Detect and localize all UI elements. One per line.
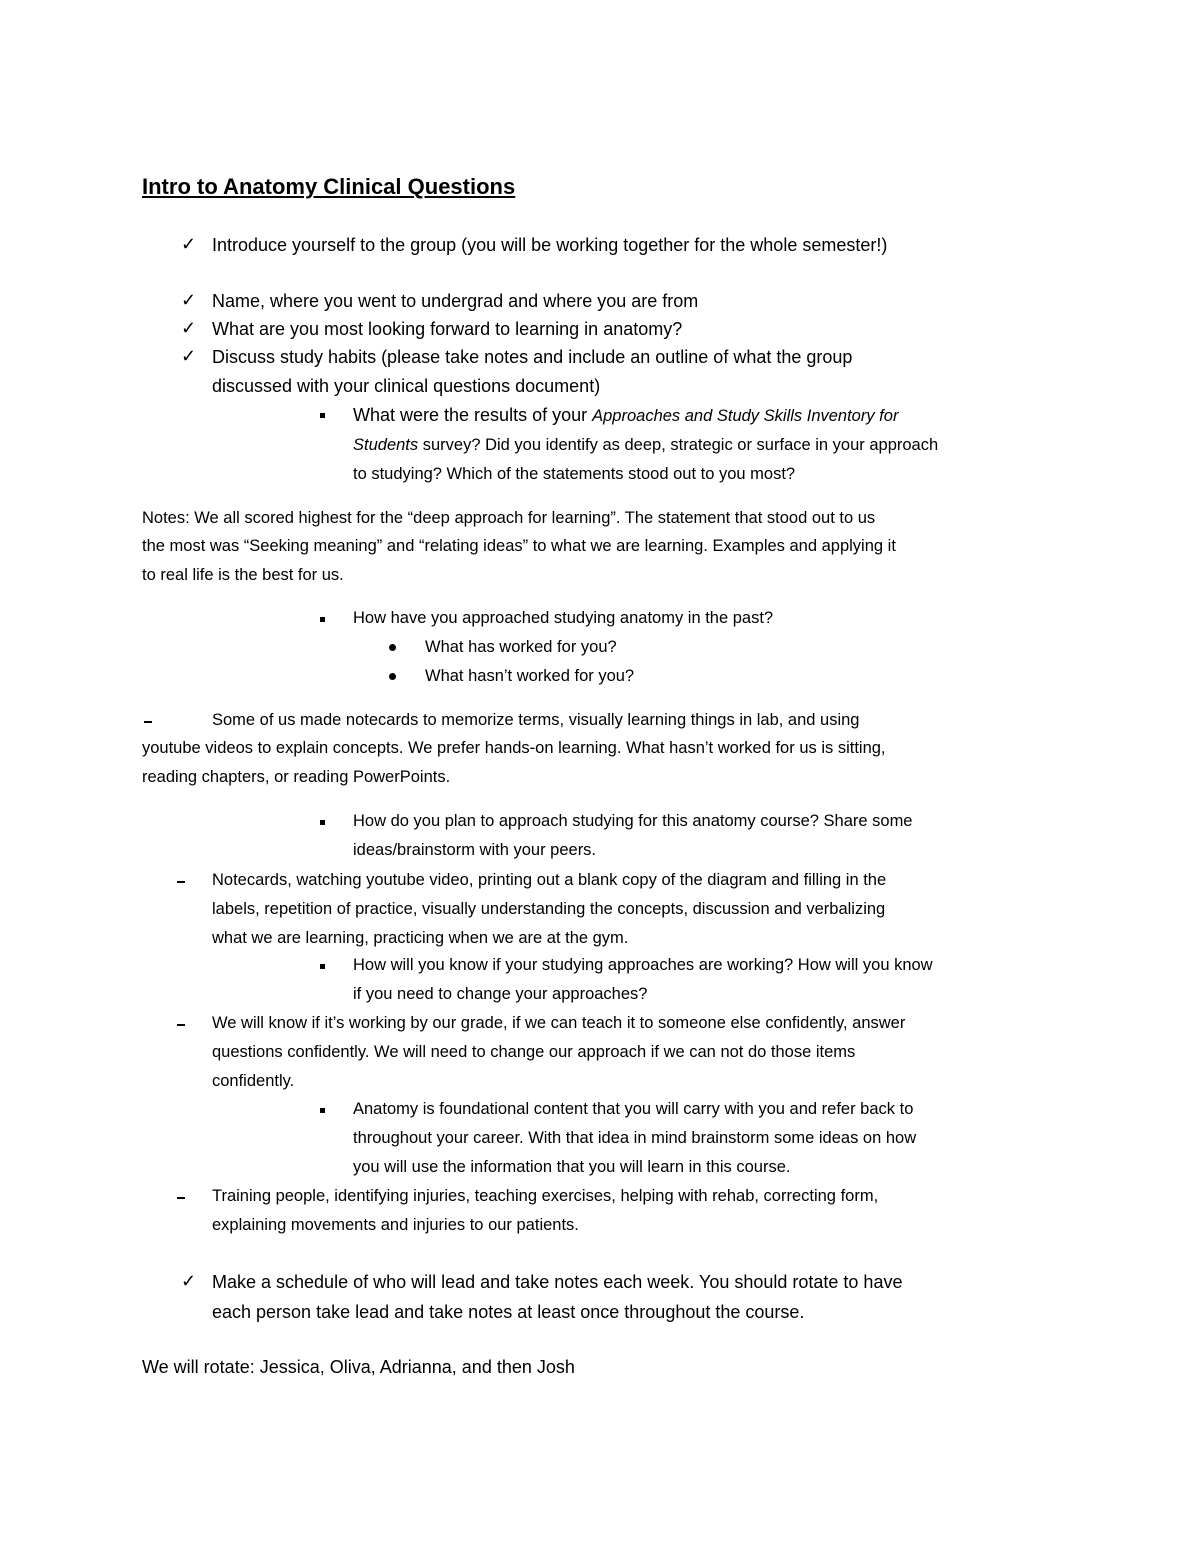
notes-line: to real life is the best for us. bbox=[142, 566, 344, 584]
question-know-cont: if you need to change your approaches? bbox=[353, 985, 648, 1003]
checkmark-icon: ✓ bbox=[181, 234, 197, 254]
answer-line: Notecards, watching youtube video, printing out a blank copy of the diagram and filling in the bbox=[212, 871, 887, 889]
checkmark-icon: ✓ bbox=[181, 346, 197, 366]
check-item-schedule: Make a schedule of who will lead and take notes each week. You should rotate to have bbox=[212, 1272, 903, 1292]
square-bullet-icon bbox=[320, 820, 325, 825]
question-foundational: Anatomy is foundational content that you will carry with you and refer back to bbox=[353, 1100, 914, 1118]
answer-line: Training people, identifying injuries, teaching exercises, helping with rehab, correcting form, bbox=[212, 1187, 879, 1205]
square-bullet-icon bbox=[320, 964, 325, 969]
question-survey: What were the results of your Approaches and Study Skills Inventory for bbox=[353, 405, 899, 425]
question-past: How have you approached studying anatomy in the past? bbox=[353, 609, 774, 627]
question-plan-cont: ideas/brainstorm with your peers. bbox=[353, 841, 597, 859]
checkmark-icon: ✓ bbox=[181, 290, 197, 310]
check-item-looking-forward: What are you most looking forward to learning in anatomy? bbox=[212, 319, 683, 339]
notes-line: the most was “Seeking meaning” and “relating ideas” to what we are learning. Examples and applying it bbox=[142, 537, 896, 555]
answer-line: what we are learning, practicing when we are at the gym. bbox=[212, 929, 629, 947]
answer-line: We will know if it’s working by our grade, if we can teach it to someone else confidently, answer bbox=[212, 1014, 906, 1032]
square-bullet-icon bbox=[320, 1108, 325, 1113]
question-foundational-cont: throughout your career. With that idea in mind brainstorm some ideas on how bbox=[353, 1129, 917, 1147]
sub-question-worked: What has worked for you? bbox=[425, 638, 617, 656]
check-item-study-habits: Discuss study habits (please take notes and include an outline of what the group bbox=[212, 347, 853, 367]
square-bullet-icon bbox=[320, 413, 325, 418]
round-bullet-icon bbox=[389, 644, 396, 651]
rotation-text: We will rotate: Jessica, Oliva, Adrianna, and then Josh bbox=[142, 1357, 575, 1377]
sub-question-not-worked: What hasn’t worked for you? bbox=[425, 667, 635, 685]
dash-bullet-icon bbox=[177, 881, 185, 883]
round-bullet-icon bbox=[389, 673, 396, 680]
check-item-introduce: Introduce yourself to the group (you will be working together for the whole semester!) bbox=[212, 235, 888, 255]
square-bullet-icon bbox=[320, 617, 325, 622]
answer-line: questions confidently. We will need to change our approach if we can not do those items bbox=[212, 1043, 856, 1061]
checkmark-icon: ✓ bbox=[181, 1271, 197, 1291]
page-title: Intro to Anatomy Clinical Questions bbox=[142, 174, 516, 199]
checkmark-icon: ✓ bbox=[181, 318, 197, 338]
check-item-schedule-cont: each person take lead and take notes at least once throughout the course. bbox=[212, 1302, 805, 1322]
answer-line: confidently. bbox=[212, 1072, 295, 1090]
answer-line: explaining movements and injuries to our patients. bbox=[212, 1216, 579, 1234]
notes-line: Notes: We all scored highest for the “deep approach for learning”. The statement that stood out to us bbox=[142, 509, 876, 527]
question-foundational-cont: you will use the information that you will learn in this course. bbox=[353, 1158, 791, 1176]
check-item-name: Name, where you went to undergrad and where you are from bbox=[212, 291, 699, 311]
check-item-study-habits-cont: discussed with your clinical questions document) bbox=[212, 376, 601, 396]
answer-line: reading chapters, or reading PowerPoints. bbox=[142, 768, 451, 786]
dash-bullet-icon bbox=[177, 1024, 185, 1026]
answer-line: labels, repetition of practice, visually understanding the concepts, discussion and verbalizing bbox=[212, 900, 886, 918]
answer-line: youtube videos to explain concepts. We prefer hands-on learning. What hasn’t worked for us is sitting, bbox=[142, 739, 886, 757]
dash-bullet-icon bbox=[144, 721, 152, 723]
question-plan: How do you plan to approach studying for this anatomy course? Share some bbox=[353, 812, 913, 830]
dash-bullet-icon bbox=[177, 1197, 185, 1199]
answer-line: Some of us made notecards to memorize terms, visually learning things in lab, and using bbox=[212, 711, 860, 729]
question-know: How will you know if your studying approaches are working? How will you know bbox=[353, 956, 933, 974]
question-survey-cont2: to studying? Which of the statements stood out to you most? bbox=[353, 465, 796, 483]
question-survey-cont: Students survey? Did you identify as deep, strategic or surface in your approach bbox=[353, 436, 939, 454]
